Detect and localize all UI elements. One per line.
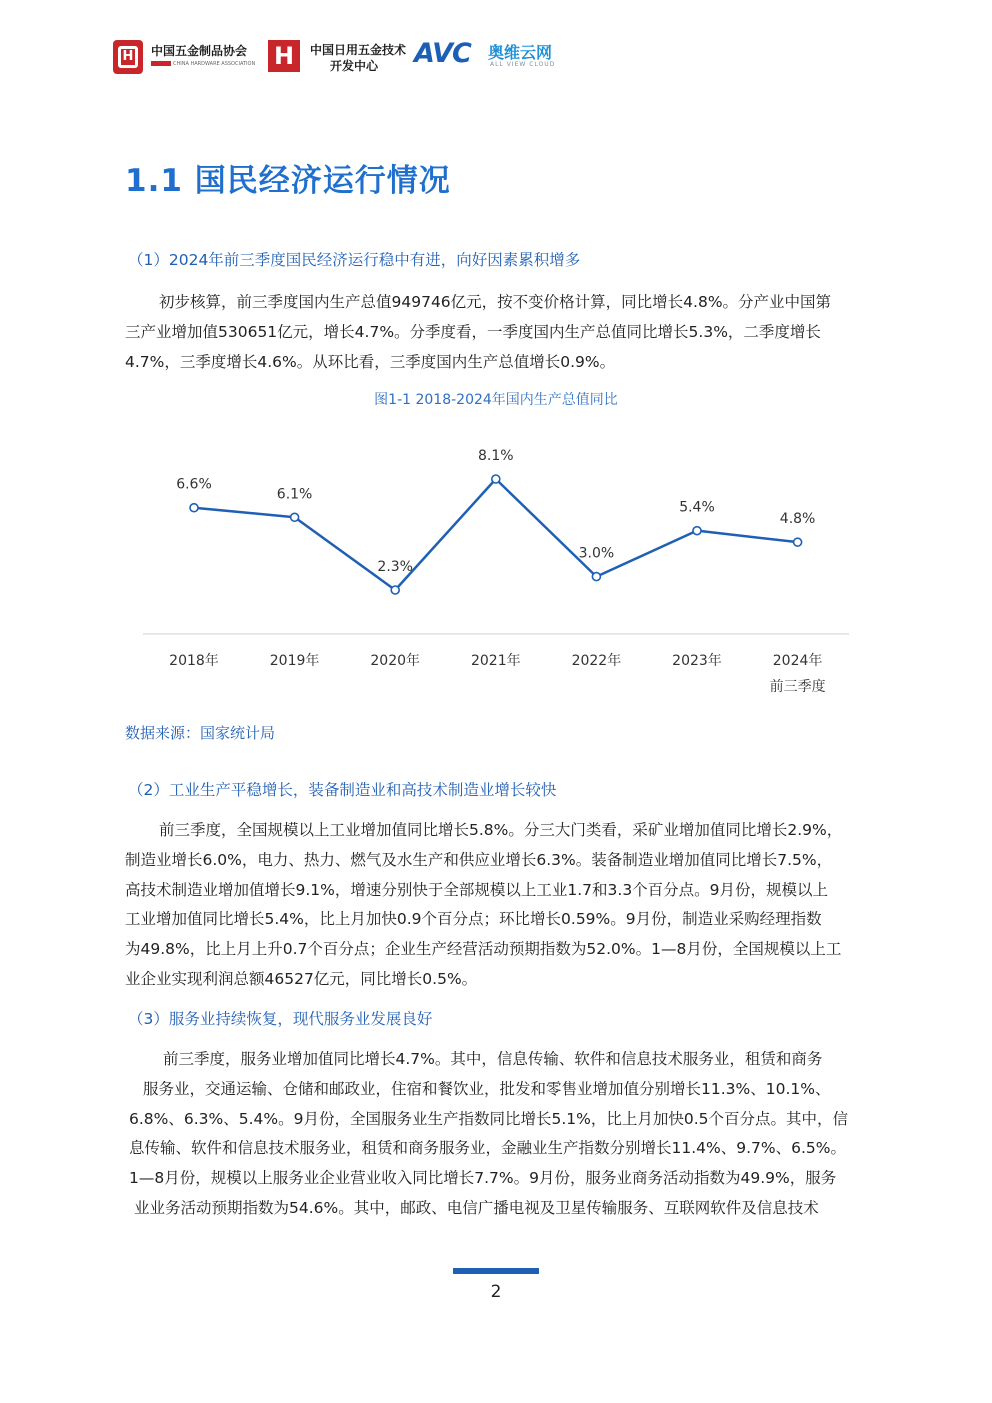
- data-label: 2.3%: [377, 559, 413, 575]
- section-2-heading: （2）工业生产平稳增长，装备制造业和高技术制造业增长较快: [128, 781, 557, 799]
- section-3-line: 1—8月份，规模以上服务业企业营业收入同比增长7.7%。9月份，服务业商务活动指数为49.9%，服务: [129, 1169, 837, 1187]
- x-tick-label: 2020年: [370, 653, 421, 669]
- page-divider: [453, 1268, 539, 1274]
- data-point: [492, 475, 500, 483]
- chart-title: 图1-1 2018-2024年国内生产总值同比: [374, 392, 618, 408]
- x-tick-label: 2023年: [672, 653, 722, 669]
- x-tick-label: 2021年: [470, 653, 521, 669]
- association-name: 中国五金制品协会: [151, 44, 248, 58]
- data-label: 8.1%: [478, 448, 514, 464]
- data-label: 5.4%: [679, 499, 715, 516]
- data-point: [794, 538, 802, 546]
- x-tick-label: 2018年: [169, 653, 219, 669]
- data-point: [693, 527, 701, 535]
- data-point: [190, 504, 198, 512]
- section-3-line: 前三季度，服务业增加值同比增长4.7%。其中，信息传输、软件和信息技术服务业，租赁和商务: [163, 1050, 823, 1068]
- section-2-line: 工业增加值同比增长5.4%，比上月加快0.9个百分点；环比增长0.59%。9月份，制造业采购经理指数: [125, 910, 822, 928]
- data-point: [291, 513, 299, 521]
- data-label: 3.0%: [578, 545, 615, 562]
- section-3-line: 业业务活动预期指数为54.6%。其中，邮政、电信广播电视及卫星传输服务、互联网软件及信息技术: [134, 1199, 819, 1217]
- section-1-line: 初步核算，前三季度国内生产总值949746亿元，按不变价格计算，同比增长4.8%。分产业中国第: [159, 293, 832, 311]
- center-logo-icon: H: [268, 40, 300, 72]
- data-label: 6.1%: [276, 486, 313, 503]
- section-3-line: 服务业，交通运输、仓储和邮政业，住宿和餐饮业，批发和零售业增加值分别增长11.3%、10.1%、: [143, 1080, 831, 1098]
- avc-name-en: ALL VIEW CLOUD: [490, 61, 556, 68]
- section-3-line: 6.8%、6.3%、5.4%。9月份，全国服务业生产指数同比增长5.1%，比上月加快0.5个百分点。其中，信: [129, 1110, 849, 1128]
- section-2-line: 高技术制造业增加值增长9.1%，增速分别快于全部规模以上工业1.7和3.3个百分点。9月份，规模以上: [125, 881, 829, 899]
- data-point: [592, 573, 600, 581]
- x-tick-label: 2022年: [571, 653, 622, 669]
- association-logo-icon: H: [113, 40, 143, 74]
- center-name-line1: 中国日用五金技术: [310, 43, 407, 57]
- x-tick-label: 2024年: [772, 653, 823, 669]
- data-source: 数据来源：国家统计局: [125, 724, 276, 742]
- data-label: 4.8%: [779, 511, 816, 528]
- section-2-line: 业企业实现利润总额46527亿元，同比增长0.5%。: [125, 970, 478, 988]
- association-name-en: CHINA HARDWARE ASSOCIATION: [151, 61, 255, 67]
- x-tick-label: 2019年: [269, 653, 320, 669]
- avc-name: 奥维云网: [488, 43, 553, 62]
- data-label: 6.6%: [176, 476, 212, 493]
- avc-logo-icon: AVC: [414, 38, 471, 69]
- section-3-line: 息传输、软件和信息技术服务业，租赁和商务服务业，金融业生产指数分别增长11.4%、9.7%、6.5%。: [129, 1139, 846, 1157]
- section-2-line: 前三季度，全国规模以上工业增加值同比增长5.8%。分三大门类看，采矿业增加值同比增长2.9%，: [159, 821, 843, 839]
- section-1-heading: （1）2024年前三季度国民经济运行稳中有进，向好因素累积增多: [128, 251, 581, 269]
- section-1-line: 4.7%，三季度增长4.6%。从环比看，三季度国内生产总值增长0.9%。: [125, 353, 616, 371]
- section-2-line: 制造业增长6.0%，电力、热力、燃气及水生产和供应业增长6.3%。装备制造业增加值同比增长7.5%，: [125, 851, 833, 869]
- section-1-line: 三产业增加值530651亿元，增长4.7%。分季度看，一季度国内生产总值同比增长5.3%，二季度增长: [125, 323, 821, 341]
- section-2-line: 为49.8%，比上月上升0.7个百分点；企业生产经营活动预期指数为52.0%。1—8月份，全国规模以上工: [125, 940, 842, 958]
- section-title: 1.1 国民经济运行情况: [125, 163, 451, 199]
- section-3-heading: （3）服务业持续恢复，现代服务业发展良好: [128, 1010, 433, 1028]
- data-point: [391, 586, 399, 594]
- page-number: 2: [490, 1282, 502, 1302]
- x-tick-label: 前三季度: [769, 679, 826, 695]
- center-name-line2: 开发中心: [330, 59, 379, 73]
